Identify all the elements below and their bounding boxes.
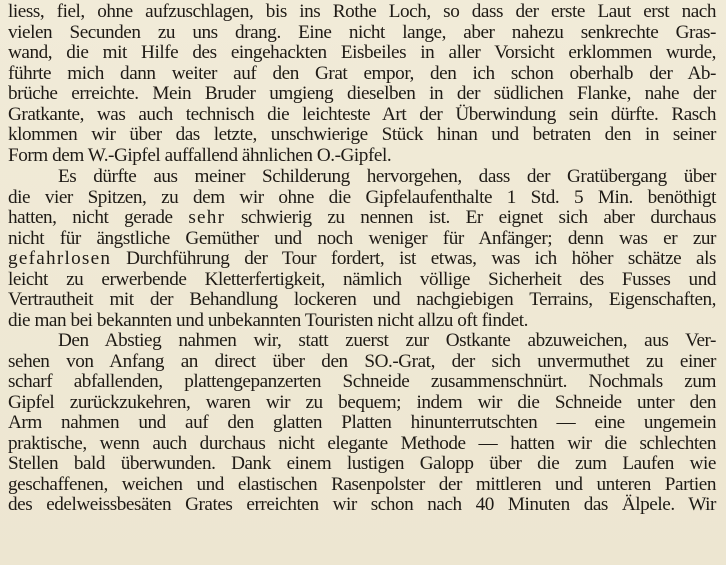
text-line (8, 249, 716, 270)
text-line: Stellen bald überwunden. Dank einem lustigen Galopp über die zum Laufen wie (8, 453, 716, 475)
text-line: die man bei bekannten und unbekannten Touristen nicht allzu oft findet. (8, 309, 528, 331)
text-line: brüche erreichte. Mein Bruder umgieng dieselben in der südlichen Flanke, nahe der (8, 83, 716, 105)
text-line: sehen von Anfang an direct über den SO.-Grat, der sich unvermuthet zu einer (8, 350, 716, 372)
paragraph-2 (8, 167, 716, 331)
text-line: Den Abstieg nahmen wir, statt zuerst zur Ostkante abzuweichen, aus Ver- (58, 330, 716, 351)
text-line: leicht zu erwerbende Kletterfertigkeit, nämlich völlige Sicherheit des Fusses und (8, 268, 716, 290)
paragraph-3 (8, 331, 716, 516)
paragraph-1 (8, 2, 716, 166)
text-line: des edelweissbesäten Grates erreichten wir schon nach 40 Minuten das Älpele. Wir (8, 494, 716, 516)
text-line: klommen wir über das letzte, unschwierige Stück hinan und betraten den in seiner (8, 124, 716, 146)
text-line: Gratkante, was auch technisch die leichteste Art der Überwindung sein dürfte. Rasch (8, 103, 716, 125)
text-line: geschaffenen, weichen und elastischen Rasenpolster der mittleren und unteren Partien (8, 473, 716, 495)
emphasized-word: gefahrlosen (8, 248, 112, 270)
text-line: scharf abfallenden, plattengepanzerten Schneide zusammenschnürt. Nochmals zum (8, 371, 716, 393)
emphasized-word: sehr (188, 207, 226, 229)
line-text-after: schwierig zu nennen ist. Er eignet sich aber durchaus (225, 207, 716, 229)
text-line: Arm nahmen und auf den glatten Platten hinunterrutschten — eine ungemein (8, 412, 716, 434)
text-line: Es dürfte aus meiner Schilderung hervorgehen, dass der Gratübergang über (58, 166, 716, 187)
text-line (8, 208, 716, 229)
text-line: Gipfel zurückzukehren, waren wir zu bequem; indem wir die Schneide unter den (8, 391, 716, 413)
text-line: führte mich dann weiter auf den Grat empor, den ich schon oberhalb der Ab- (8, 62, 716, 84)
line-text-after: Durchführung der Tour fordert, ist etwas, was ich höher schätze als (111, 248, 716, 270)
text-line: nicht für ängstliche Gemüther und noch weniger für Anfänger; denn was er zur (8, 227, 716, 249)
text-line: praktische, wenn auch durchaus nicht elegante Methode — hatten wir die schlechten (8, 432, 716, 454)
line-text-before: hatten, nicht gerade (8, 207, 189, 229)
text-line: vielen Secunden zu uns drang. Eine nicht lange, aber nahezu senkrechte Gras- (8, 21, 716, 43)
text-line: Form dem W.-Gipfel auffallend ähnlichen O.-Gipfel. (8, 144, 392, 166)
text-line: wand, die mit Hilfe des eingehackten Eisbeiles in aller Vorsicht erklommen wurde, (8, 42, 716, 64)
text-line: die vier Spitzen, zu dem wir ohne die Gipfelaufenthalte 1 Std. 5 Min. benöthigt (8, 186, 716, 208)
text-line: Vertrautheit mit der Behandlung lockeren und nachgiebigen Terrains, Eigenschaften, (8, 289, 716, 311)
text-line: liess, fiel, ohne aufzuschlagen, bis ins Rothe Loch, so dass der erste Laut erst nach (8, 1, 716, 22)
